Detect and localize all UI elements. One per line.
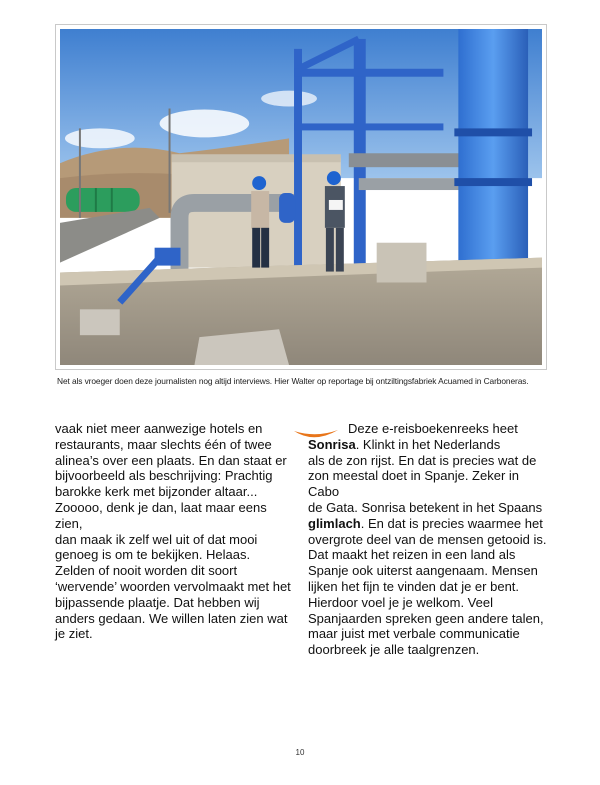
right-paragraph [308,421,550,658]
glimlach-bold: glimlach [308,515,361,531]
desalination-plant-photo [60,29,542,365]
right-text-part2: . Klinkt in het Nederlands als de zon rijst. En dat is precies wat de zon meestal doet in Spanje. Zeker in Cabo de Gata. Sonrisa betekent in het Spaans [308,436,543,515]
left-paragraph: vaak niet meer aanwezige hotels en restaurants, maar slechts één of twee alinea’s over een plaats. En dan staat er bijvoorbeeld als beschrijving: Prachtig barokke kerk met bijzonder altaar... Zooooo, denk je dan, laat maar eens zien, dan maak ik zelf wel uit of dat mooi genoeg is om te bekijken. Helaas. Zelden of nooit worden dit soort ‘wervende’ woorden vervolmaakt met het bijpassende plaatje. Dat hebben wij anders gedaan. We willen laten zien wat je ziet. [55,421,291,642]
right-text-part3: . En dat is precies waarmee het overgrote deel van de mensen getooid is. Dat maakt het reizen in een land als Spanje ook uiterst aangenaam. Mensen lijken het fijn te vinden dat je er bent. Hierdoor voel je je welkom. Veel Spanjaarden spreken geen andere talen, maar juist met verbale communicatie doorbreek je alle taalgrenzen. [308,515,547,658]
left-text-column [55,421,297,642]
right-text-column [308,421,550,658]
photo-frame [55,24,547,370]
page-number: 10 [295,748,305,757]
right-text-part1: Deze e-reisboekenreeks heet [348,421,518,436]
sonrisa-bold: Sonrisa [308,436,356,452]
photo-caption: Net als vroeger doen deze journalisten nog altijd interviews. Hier Walter op reportage bij ontziltingsfabriek Acuamed in Carboneras. [57,376,529,386]
